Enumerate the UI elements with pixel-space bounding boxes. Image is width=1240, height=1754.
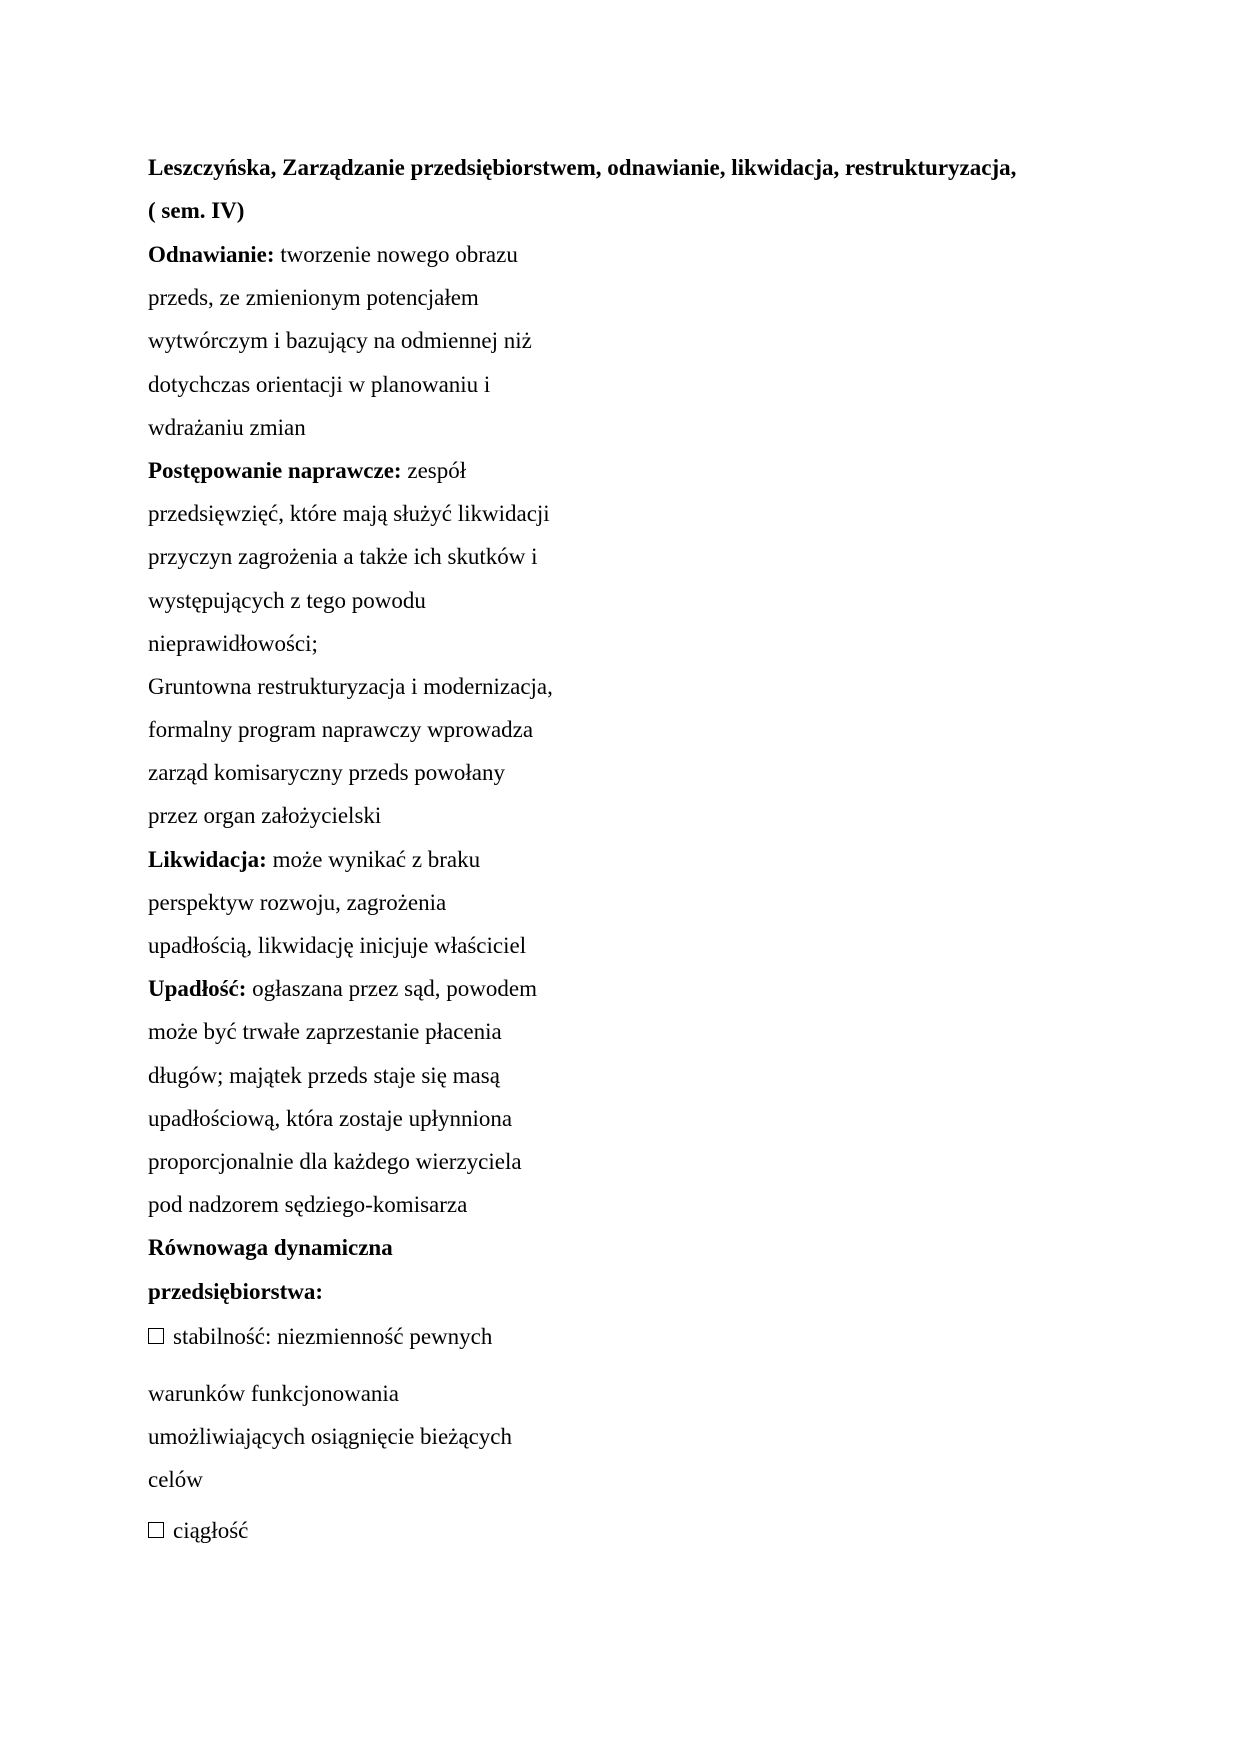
term-upadlosc: Upadłość:	[148, 976, 247, 1002]
bullet-text: stabilność: niezmienność pewnych	[173, 1324, 493, 1349]
text-line: Gruntowna restrukturyzacja i modernizacja,	[148, 673, 553, 699]
text-line: nieprawidłowości;	[148, 630, 318, 656]
paragraph-naprawcze	[148, 449, 708, 492]
text-line: zarząd komisaryczny przeds powołany	[148, 760, 505, 786]
text-line: proporcjonalnie dla każdego wierzyciela	[148, 1148, 522, 1174]
text-line: pod nadzorem sędziego-komisarza	[148, 1192, 468, 1218]
text-line: przyczyn zagrożenia a także ich skutków i	[148, 544, 538, 570]
text-line: celów	[148, 1467, 203, 1493]
document-body	[148, 233, 708, 1313]
document-title	[148, 146, 1148, 232]
bullet-item-ciaglosc	[148, 1509, 248, 1552]
text-line: przedsięwzięć, które mają służyć likwidacji	[148, 501, 550, 527]
text-line: może być trwałe zaprzestanie płacenia	[148, 1019, 502, 1045]
bullet-continuation	[148, 1372, 512, 1502]
checkbox-icon	[148, 1328, 164, 1344]
text-line: przez organ założycielski	[148, 803, 382, 829]
text-line: ogłaszana przez sąd, powodem	[246, 976, 537, 1002]
title-line-2: ( sem. IV)	[148, 198, 245, 224]
text-line: wytwórczym i bazujący na odmiennej niż	[148, 328, 532, 354]
text-line: upadłością, likwidację inicjuje właściciel	[148, 933, 527, 958]
bullet-item-stabilnosc	[148, 1315, 492, 1358]
heading-rownowaga-1: Równowaga dynamiczna	[148, 1235, 393, 1261]
text-line: długów; majątek przeds staje się masą	[148, 1062, 500, 1088]
text-line: warunków funkcjonowania	[148, 1381, 400, 1406]
heading-rownowaga-2: przedsiębiorstwa:	[148, 1278, 324, 1304]
text-line: występujących z tego powodu	[148, 587, 426, 613]
term-odnawianie: Odnawianie:	[148, 242, 275, 267]
paragraph-upadlosc	[148, 967, 708, 1010]
text-line: może wynikać z braku	[266, 846, 481, 872]
text-line: formalny program naprawczy wprowadza	[148, 717, 534, 743]
text-line: umożliwiających osiągnięcie bieżących	[148, 1424, 512, 1450]
text-line: perspektyw rozwoju, zagrożenia	[148, 889, 447, 915]
text-line: dotychczas orientacji w planowaniu i	[148, 371, 491, 397]
bullet-text: ciągłość	[173, 1518, 249, 1543]
title-line-1: Leszczyńska, Zarządzanie przedsiębiorstwem, odnawianie, likwidacja, restrukturyzacja,	[148, 155, 1017, 180]
text-line: przeds, ze zmienionym potencjałem	[148, 285, 479, 311]
paragraph-odnawianie	[148, 233, 708, 276]
term-likwidacja: Likwidacja:	[148, 846, 267, 872]
text-line: zespół	[401, 457, 467, 483]
text-line: upadłościową, która zostaje upłynniona	[148, 1105, 513, 1131]
paragraph-likwidacja	[148, 838, 708, 881]
text-line: tworzenie nowego obrazu	[274, 242, 518, 267]
checkbox-icon	[148, 1522, 164, 1538]
text-line: wdrażaniu zmian	[148, 414, 306, 440]
term-naprawcze: Postępowanie naprawcze:	[148, 457, 402, 483]
